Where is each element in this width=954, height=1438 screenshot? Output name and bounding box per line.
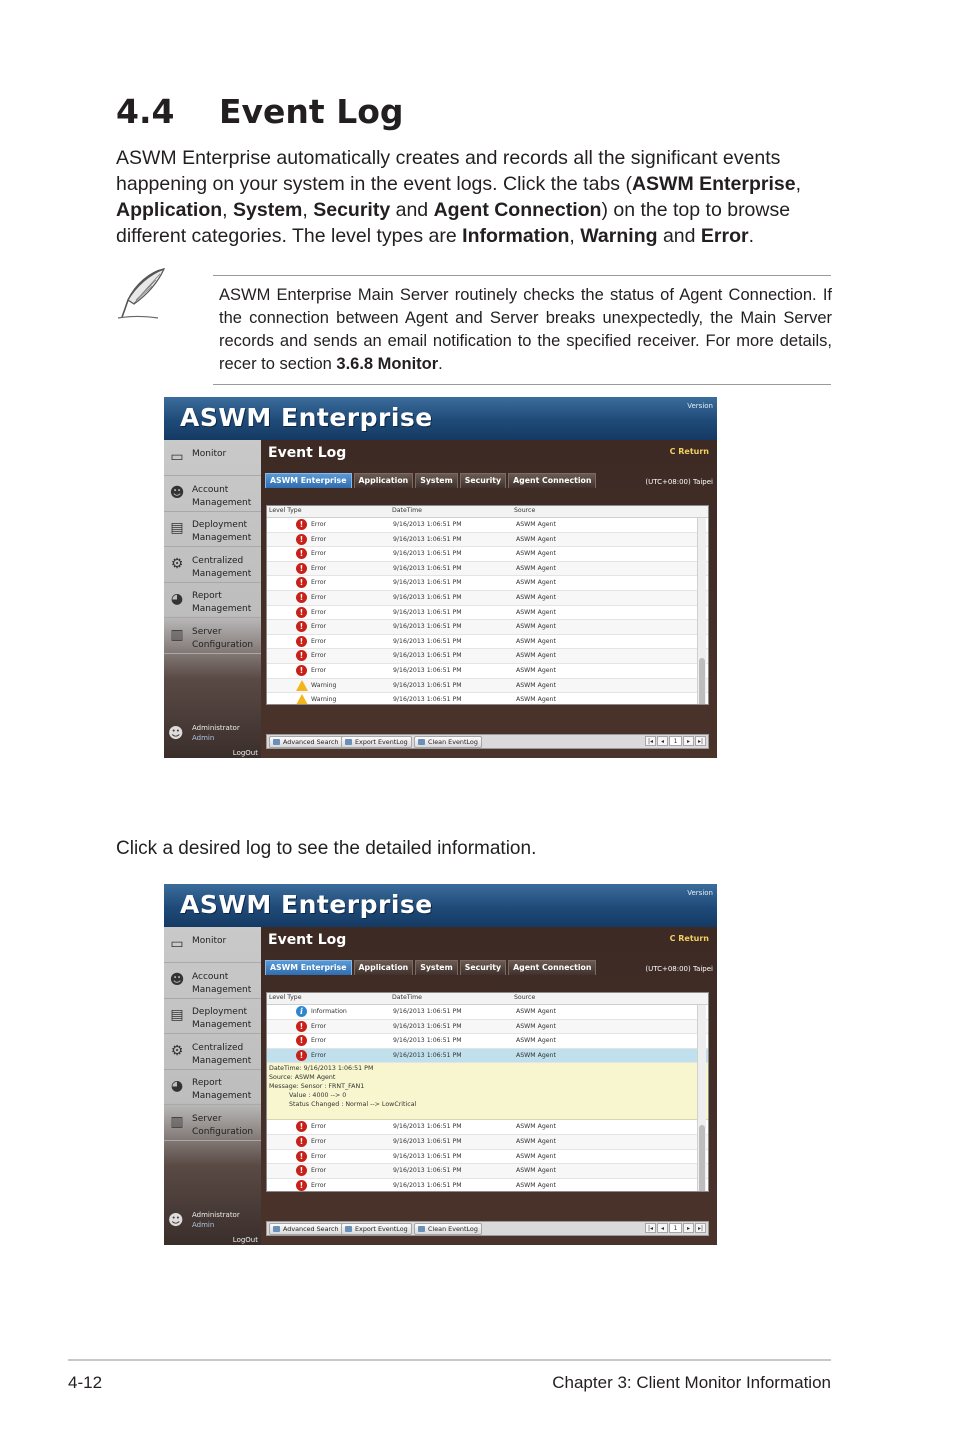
chapter-title: Chapter 3: Client Monitor Information	[552, 1373, 831, 1392]
datetime-cell: 9/16/2013 1:06:51 PM	[393, 652, 462, 660]
column-header[interactable]: Level Type	[269, 994, 302, 1001]
bottom-toolbar	[266, 734, 709, 749]
note-rule-top	[213, 275, 831, 276]
event-log-table	[266, 992, 709, 1192]
clean-eventlog-button[interactable]: Clean EventLog	[414, 1223, 482, 1235]
level-cell: Information	[311, 1008, 347, 1015]
source-cell: ASWM Agent	[516, 623, 556, 631]
source-cell: ASWM Agent	[516, 1022, 556, 1030]
source-cell: ASWM Agent	[516, 1181, 556, 1189]
app-banner	[164, 397, 717, 440]
level-cell: Error	[311, 1037, 327, 1045]
error-icon: !	[296, 1136, 307, 1147]
intro-text: and	[657, 225, 701, 247]
note-bold: 3.6.8 Monitor	[336, 355, 439, 373]
datetime-cell: 9/16/2013 1:06:51 PM	[393, 1123, 462, 1131]
column-header[interactable]: Source	[514, 507, 536, 514]
main-panel	[261, 927, 717, 1245]
sidebar-item-4[interactable]	[164, 583, 261, 618]
table-header	[267, 506, 708, 518]
sidebar-item-4[interactable]	[164, 1070, 261, 1105]
source-cell: ASWM Agent	[516, 1137, 556, 1145]
table-row[interactable]	[267, 533, 708, 548]
datetime-cell: 9/16/2013 1:06:51 PM	[393, 535, 462, 543]
clean-eventlog-button[interactable]: Clean EventLog	[414, 736, 482, 748]
warning-icon	[296, 694, 308, 705]
version-link[interactable]: Version	[687, 889, 713, 897]
pager	[644, 1223, 706, 1233]
sidebar-item-label: Monitor	[192, 449, 227, 459]
source-cell: ASWM Agent	[516, 637, 556, 645]
sidebar-item-5[interactable]	[164, 619, 261, 654]
level-cell: Error	[311, 623, 327, 631]
table-row[interactable]	[267, 679, 708, 694]
tab-3[interactable]: Security	[460, 473, 506, 488]
level-cell: Error	[311, 1022, 327, 1030]
level-cell: Error	[311, 637, 327, 645]
error-icon: !	[296, 636, 307, 647]
user-icon: ☻	[169, 484, 185, 501]
advanced-search-button[interactable]: Advanced Search	[269, 1223, 343, 1235]
datetime-cell: 9/16/2013 1:06:51 PM	[393, 1037, 462, 1045]
scrollbar-thumb[interactable]	[699, 658, 705, 705]
intro-bold: System	[233, 199, 303, 221]
intro-bold: Error	[700, 225, 749, 247]
intro-text: .	[748, 225, 755, 247]
tab-0[interactable]: ASWM Enterprise	[265, 960, 352, 975]
intro-text: and	[390, 199, 434, 221]
intro-text: ,	[222, 199, 234, 221]
level-cell: Error	[311, 666, 327, 674]
sidebar-item-0[interactable]	[164, 441, 261, 476]
level-cell: Error	[311, 535, 327, 543]
return-button[interactable]: C Return	[669, 934, 709, 943]
sidebar-item-label: Server Configuration	[192, 626, 254, 650]
note-body: .	[438, 355, 443, 373]
pager-prev[interactable]: ◂	[657, 1223, 668, 1233]
sidebar	[164, 440, 261, 758]
detail-status: Status Changed : Normal --> LowCritical	[269, 1101, 417, 1109]
intro-text: ,	[302, 199, 314, 221]
bottom-toolbar	[266, 1221, 709, 1236]
table-row[interactable]	[267, 1034, 708, 1049]
source-cell: ASWM Agent	[516, 652, 556, 660]
sidebar-item-label: Report Management	[192, 591, 252, 614]
tab-2[interactable]: System	[415, 960, 457, 975]
logout-link[interactable]: LogOut	[232, 1236, 258, 1244]
table-row[interactable]	[267, 547, 708, 562]
error-icon: !	[296, 563, 307, 574]
sidebar-item-1[interactable]	[164, 964, 261, 999]
error-icon: !	[296, 1165, 307, 1176]
section-number: 4.4	[116, 92, 175, 131]
level-cell: Error	[311, 1181, 327, 1189]
table-row[interactable]	[267, 1179, 708, 1192]
table-row[interactable]	[267, 664, 708, 679]
pager-first[interactable]: |◂	[645, 1223, 656, 1233]
level-cell: Error	[311, 1167, 327, 1175]
timezone-label: (UTC+08:00) Taipei	[645, 965, 713, 973]
app-brand: ASWM Enterprise	[180, 403, 433, 432]
logout-link[interactable]: LogOut	[232, 749, 258, 757]
level-cell: Error	[311, 1051, 327, 1059]
table-row[interactable]	[267, 591, 708, 606]
source-cell: ASWM Agent	[516, 550, 556, 558]
section-title	[116, 92, 404, 131]
table-row[interactable]	[267, 620, 708, 635]
intro-text: ,	[569, 225, 581, 247]
admin-block	[164, 1209, 261, 1245]
sidebar-item-1[interactable]	[164, 477, 261, 512]
version-link[interactable]: Version	[687, 402, 713, 410]
admin-user-icon: ☻	[168, 724, 184, 742]
deployment-icon: ▤	[170, 1007, 184, 1023]
datetime-cell: 9/16/2013 1:06:51 PM	[393, 564, 462, 572]
caption: Click a desired log to see the detailed information.	[116, 838, 537, 859]
tab-2[interactable]: System	[415, 473, 457, 488]
tab-1[interactable]: Application	[354, 473, 414, 488]
footer-rule	[68, 1359, 831, 1361]
datetime-cell: 9/16/2013 1:06:51 PM	[393, 579, 462, 587]
datetime-cell: 9/16/2013 1:06:51 PM	[393, 1152, 462, 1160]
source-cell: ASWM Agent	[516, 681, 556, 689]
source-cell: ASWM Agent	[516, 1167, 556, 1175]
intro-text: ) on the top to browse different categories. The level types are	[116, 199, 791, 247]
report-icon: ◕	[170, 591, 184, 607]
detail-value: Value : 4000 --> 0	[269, 1092, 347, 1100]
source-cell: ASWM Agent	[516, 1051, 556, 1059]
pager-prev[interactable]: ◂	[657, 736, 668, 746]
app-brand: ASWM Enterprise	[180, 890, 433, 919]
datetime-cell: 9/16/2013 1:06:51 PM	[393, 1181, 462, 1189]
app-banner	[164, 884, 717, 927]
error-icon: !	[296, 1035, 307, 1046]
admin-user-icon: ☻	[168, 1211, 184, 1229]
source-cell: ASWM Agent	[516, 535, 556, 543]
datetime-cell: 9/16/2013 1:06:51 PM	[393, 1022, 462, 1030]
level-cell: Error	[311, 1123, 327, 1131]
sidebar-item-3[interactable]	[164, 548, 261, 583]
tab-0[interactable]: ASWM Enterprise	[265, 473, 352, 488]
pager-next[interactable]: ▸	[683, 736, 694, 746]
report-icon: ◕	[170, 1078, 184, 1094]
sidebar-item-label: Deployment Management	[192, 520, 252, 543]
centralized-icon: ⚙	[170, 1042, 184, 1059]
source-cell: ASWM Agent	[516, 521, 556, 528]
column-header[interactable]: Source	[514, 994, 536, 1001]
error-icon: !	[296, 1121, 307, 1132]
level-cell: Error	[311, 1137, 327, 1145]
datetime-cell: 9/16/2013 1:06:51 PM	[393, 1051, 462, 1059]
intro-bold: Security	[313, 199, 391, 221]
datetime-cell: 9/16/2013 1:06:51 PM	[393, 637, 462, 645]
sidebar-item-label: Account Management	[192, 971, 252, 995]
level-cell: Error	[311, 1152, 327, 1160]
tab-bar	[265, 960, 598, 975]
admin-role: Administrator	[192, 1211, 240, 1219]
page-number: 4-12	[68, 1373, 103, 1392]
column-header[interactable]: DateTime	[392, 507, 422, 514]
note-rule-bottom	[213, 384, 831, 385]
source-cell: ASWM Agent	[516, 579, 556, 587]
error-icon: !	[296, 621, 307, 632]
intro-bold: Agent Connection	[433, 199, 602, 221]
sidebar-item-label: Account Management	[192, 484, 252, 508]
admin-name: Admin	[192, 734, 215, 742]
table-row[interactable]	[267, 1120, 708, 1135]
table-row[interactable]	[267, 1135, 708, 1150]
vertical-scrollbar[interactable]	[697, 518, 706, 704]
level-cell: Warning	[311, 696, 337, 704]
source-cell: ASWM Agent	[516, 666, 556, 674]
level-cell: Error	[311, 608, 327, 616]
user-icon: ☻	[169, 971, 185, 988]
return-button[interactable]: C Return	[669, 447, 709, 456]
monitor-icon: ▭	[170, 449, 184, 465]
tab-bar	[265, 473, 598, 488]
note-text	[219, 284, 832, 376]
tab-3[interactable]: Security	[460, 960, 506, 975]
main-panel	[261, 440, 717, 758]
datetime-cell: 9/16/2013 1:06:51 PM	[393, 1008, 462, 1015]
detail-datetime: DateTime: 9/16/2013 1:06:51 PM	[269, 1065, 374, 1073]
tab-4[interactable]: Agent Connection	[508, 960, 596, 975]
table-row[interactable]	[267, 693, 708, 705]
admin-role: Administrator	[192, 724, 240, 732]
sidebar-item-0[interactable]	[164, 928, 261, 963]
level-cell: Error	[311, 652, 327, 660]
error-icon: !	[296, 650, 307, 661]
table-header	[267, 993, 708, 1005]
timezone-label: (UTC+08:00) Taipei	[645, 478, 713, 486]
detail-source: Source: ASWM Agent	[269, 1074, 336, 1082]
error-icon: !	[296, 607, 307, 618]
admin-name: Admin	[192, 1221, 215, 1229]
error-icon: !	[296, 1151, 307, 1162]
datetime-cell: 9/16/2013 1:06:51 PM	[393, 593, 462, 601]
sidebar-item-label: Deployment Management	[192, 1007, 252, 1030]
sidebar-item-3[interactable]	[164, 1035, 261, 1070]
advanced-search-button[interactable]: Advanced Search	[269, 736, 343, 748]
level-cell: Error	[311, 550, 327, 558]
intro-text: ASWM Enterprise automatically creates and records all the significant events happening on your system in the event logs. Click the tabs (	[116, 147, 781, 195]
server-icon: ▥	[170, 626, 184, 643]
vertical-scrollbar[interactable]	[697, 1005, 706, 1191]
error-icon: !	[296, 577, 307, 588]
source-cell: ASWM Agent	[516, 564, 556, 572]
intro-bold: ASWM Enterprise	[631, 173, 796, 195]
datetime-cell: 9/16/2013 1:06:51 PM	[393, 521, 462, 528]
error-icon: !	[296, 1021, 307, 1032]
note-feather-icon	[114, 266, 170, 322]
intro-text: ,	[795, 173, 801, 195]
table-row[interactable]	[267, 518, 708, 533]
sidebar-item-label: Centralized Management	[192, 555, 252, 579]
column-header[interactable]: Level Type	[269, 507, 302, 514]
datetime-cell: 9/16/2013 1:06:51 PM	[393, 666, 462, 674]
sidebar-item-label: Server Configuration	[192, 1113, 254, 1137]
source-cell: ASWM Agent	[516, 1037, 556, 1045]
error-icon: !	[296, 548, 307, 559]
pager-current[interactable]: 1	[669, 736, 682, 746]
datetime-cell: 9/16/2013 1:06:51 PM	[393, 1137, 462, 1145]
sidebar	[164, 927, 261, 1245]
table-row[interactable]	[267, 606, 708, 621]
level-cell: Error	[311, 521, 327, 528]
error-icon: !	[296, 1180, 307, 1191]
sidebar-item-5[interactable]	[164, 1106, 261, 1141]
pager-next[interactable]: ▸	[683, 1223, 694, 1233]
error-icon: !	[296, 519, 307, 530]
pager-last[interactable]: ▸|	[695, 736, 706, 746]
level-cell: Error	[311, 564, 327, 572]
log-detail-panel	[267, 1063, 708, 1120]
intro-paragraph	[116, 145, 816, 249]
intro-bold: Information	[462, 225, 570, 247]
sidebar-item-label: Monitor	[192, 936, 227, 946]
datetime-cell: 9/16/2013 1:06:51 PM	[393, 608, 462, 616]
sidebar-item-label: Centralized Management	[192, 1042, 252, 1066]
tab-1[interactable]: Application	[354, 960, 414, 975]
section-heading: Event Log	[219, 92, 404, 131]
table-row[interactable]	[267, 1005, 708, 1020]
pager-first[interactable]: |◂	[645, 736, 656, 746]
datetime-cell: 9/16/2013 1:06:51 PM	[393, 1167, 462, 1175]
table-row[interactable]	[267, 562, 708, 577]
table-row[interactable]	[267, 635, 708, 650]
table-row[interactable]	[267, 1164, 708, 1179]
info-icon: i	[296, 1006, 307, 1017]
level-cell: Error	[311, 593, 327, 601]
deployment-icon: ▤	[170, 520, 184, 536]
table-row[interactable]	[267, 1020, 708, 1035]
tab-4[interactable]: Agent Connection	[508, 473, 596, 488]
table-row[interactable]	[267, 1150, 708, 1165]
sidebar-item-2[interactable]	[164, 512, 261, 547]
table-row[interactable]	[267, 649, 708, 664]
intro-bold: Warning	[580, 225, 658, 247]
pager-last[interactable]: ▸|	[695, 1223, 706, 1233]
detail-message: Message: Sensor : FRNT_FAN1	[269, 1083, 365, 1091]
screenshot-event-log	[164, 397, 717, 758]
error-icon: !	[296, 1050, 307, 1061]
error-icon: !	[296, 665, 307, 676]
source-cell: ASWM Agent	[516, 1123, 556, 1131]
centralized-icon: ⚙	[170, 555, 184, 572]
datetime-cell: 9/16/2013 1:06:51 PM	[393, 681, 462, 689]
source-cell: ASWM Agent	[516, 1152, 556, 1160]
event-log-table	[266, 505, 709, 705]
error-icon: !	[296, 534, 307, 545]
pager-current[interactable]: 1	[669, 1223, 682, 1233]
source-cell: ASWM Agent	[516, 1008, 556, 1015]
sidebar-item-2[interactable]	[164, 999, 261, 1034]
source-cell: ASWM Agent	[516, 593, 556, 601]
note-body: ASWM Enterprise Main Server routinely checks the status of Agent Connection. If the connection between Agent and Server breaks unexpectedly, the Main Server records and sends an email notification to the specified receiver. For more details, recer to section	[219, 286, 832, 373]
sidebar-item-label: Report Management	[192, 1078, 252, 1101]
export-eventlog-button[interactable]: Export EventLog	[341, 736, 412, 748]
level-cell: Warning	[311, 681, 337, 689]
datetime-cell: 9/16/2013 1:06:51 PM	[393, 550, 462, 558]
table-row[interactable]	[267, 1049, 708, 1064]
source-cell: ASWM Agent	[516, 608, 556, 616]
source-cell: ASWM Agent	[516, 696, 556, 704]
pager	[644, 736, 706, 746]
warning-icon	[296, 680, 308, 691]
intro-bold: Application	[116, 199, 223, 221]
error-icon: !	[296, 592, 307, 603]
level-cell: Error	[311, 579, 327, 587]
page-title: Event Log	[268, 932, 347, 948]
monitor-icon: ▭	[170, 936, 184, 952]
scrollbar-thumb[interactable]	[699, 1125, 705, 1192]
page-title: Event Log	[268, 445, 347, 461]
datetime-cell: 9/16/2013 1:06:51 PM	[393, 623, 462, 631]
admin-block	[164, 722, 261, 758]
server-icon: ▥	[170, 1113, 184, 1130]
column-header[interactable]: DateTime	[392, 994, 422, 1001]
export-eventlog-button[interactable]: Export EventLog	[341, 1223, 412, 1235]
screenshot-event-log-detail	[164, 884, 717, 1245]
table-row[interactable]	[267, 576, 708, 591]
datetime-cell: 9/16/2013 1:06:51 PM	[393, 696, 462, 704]
